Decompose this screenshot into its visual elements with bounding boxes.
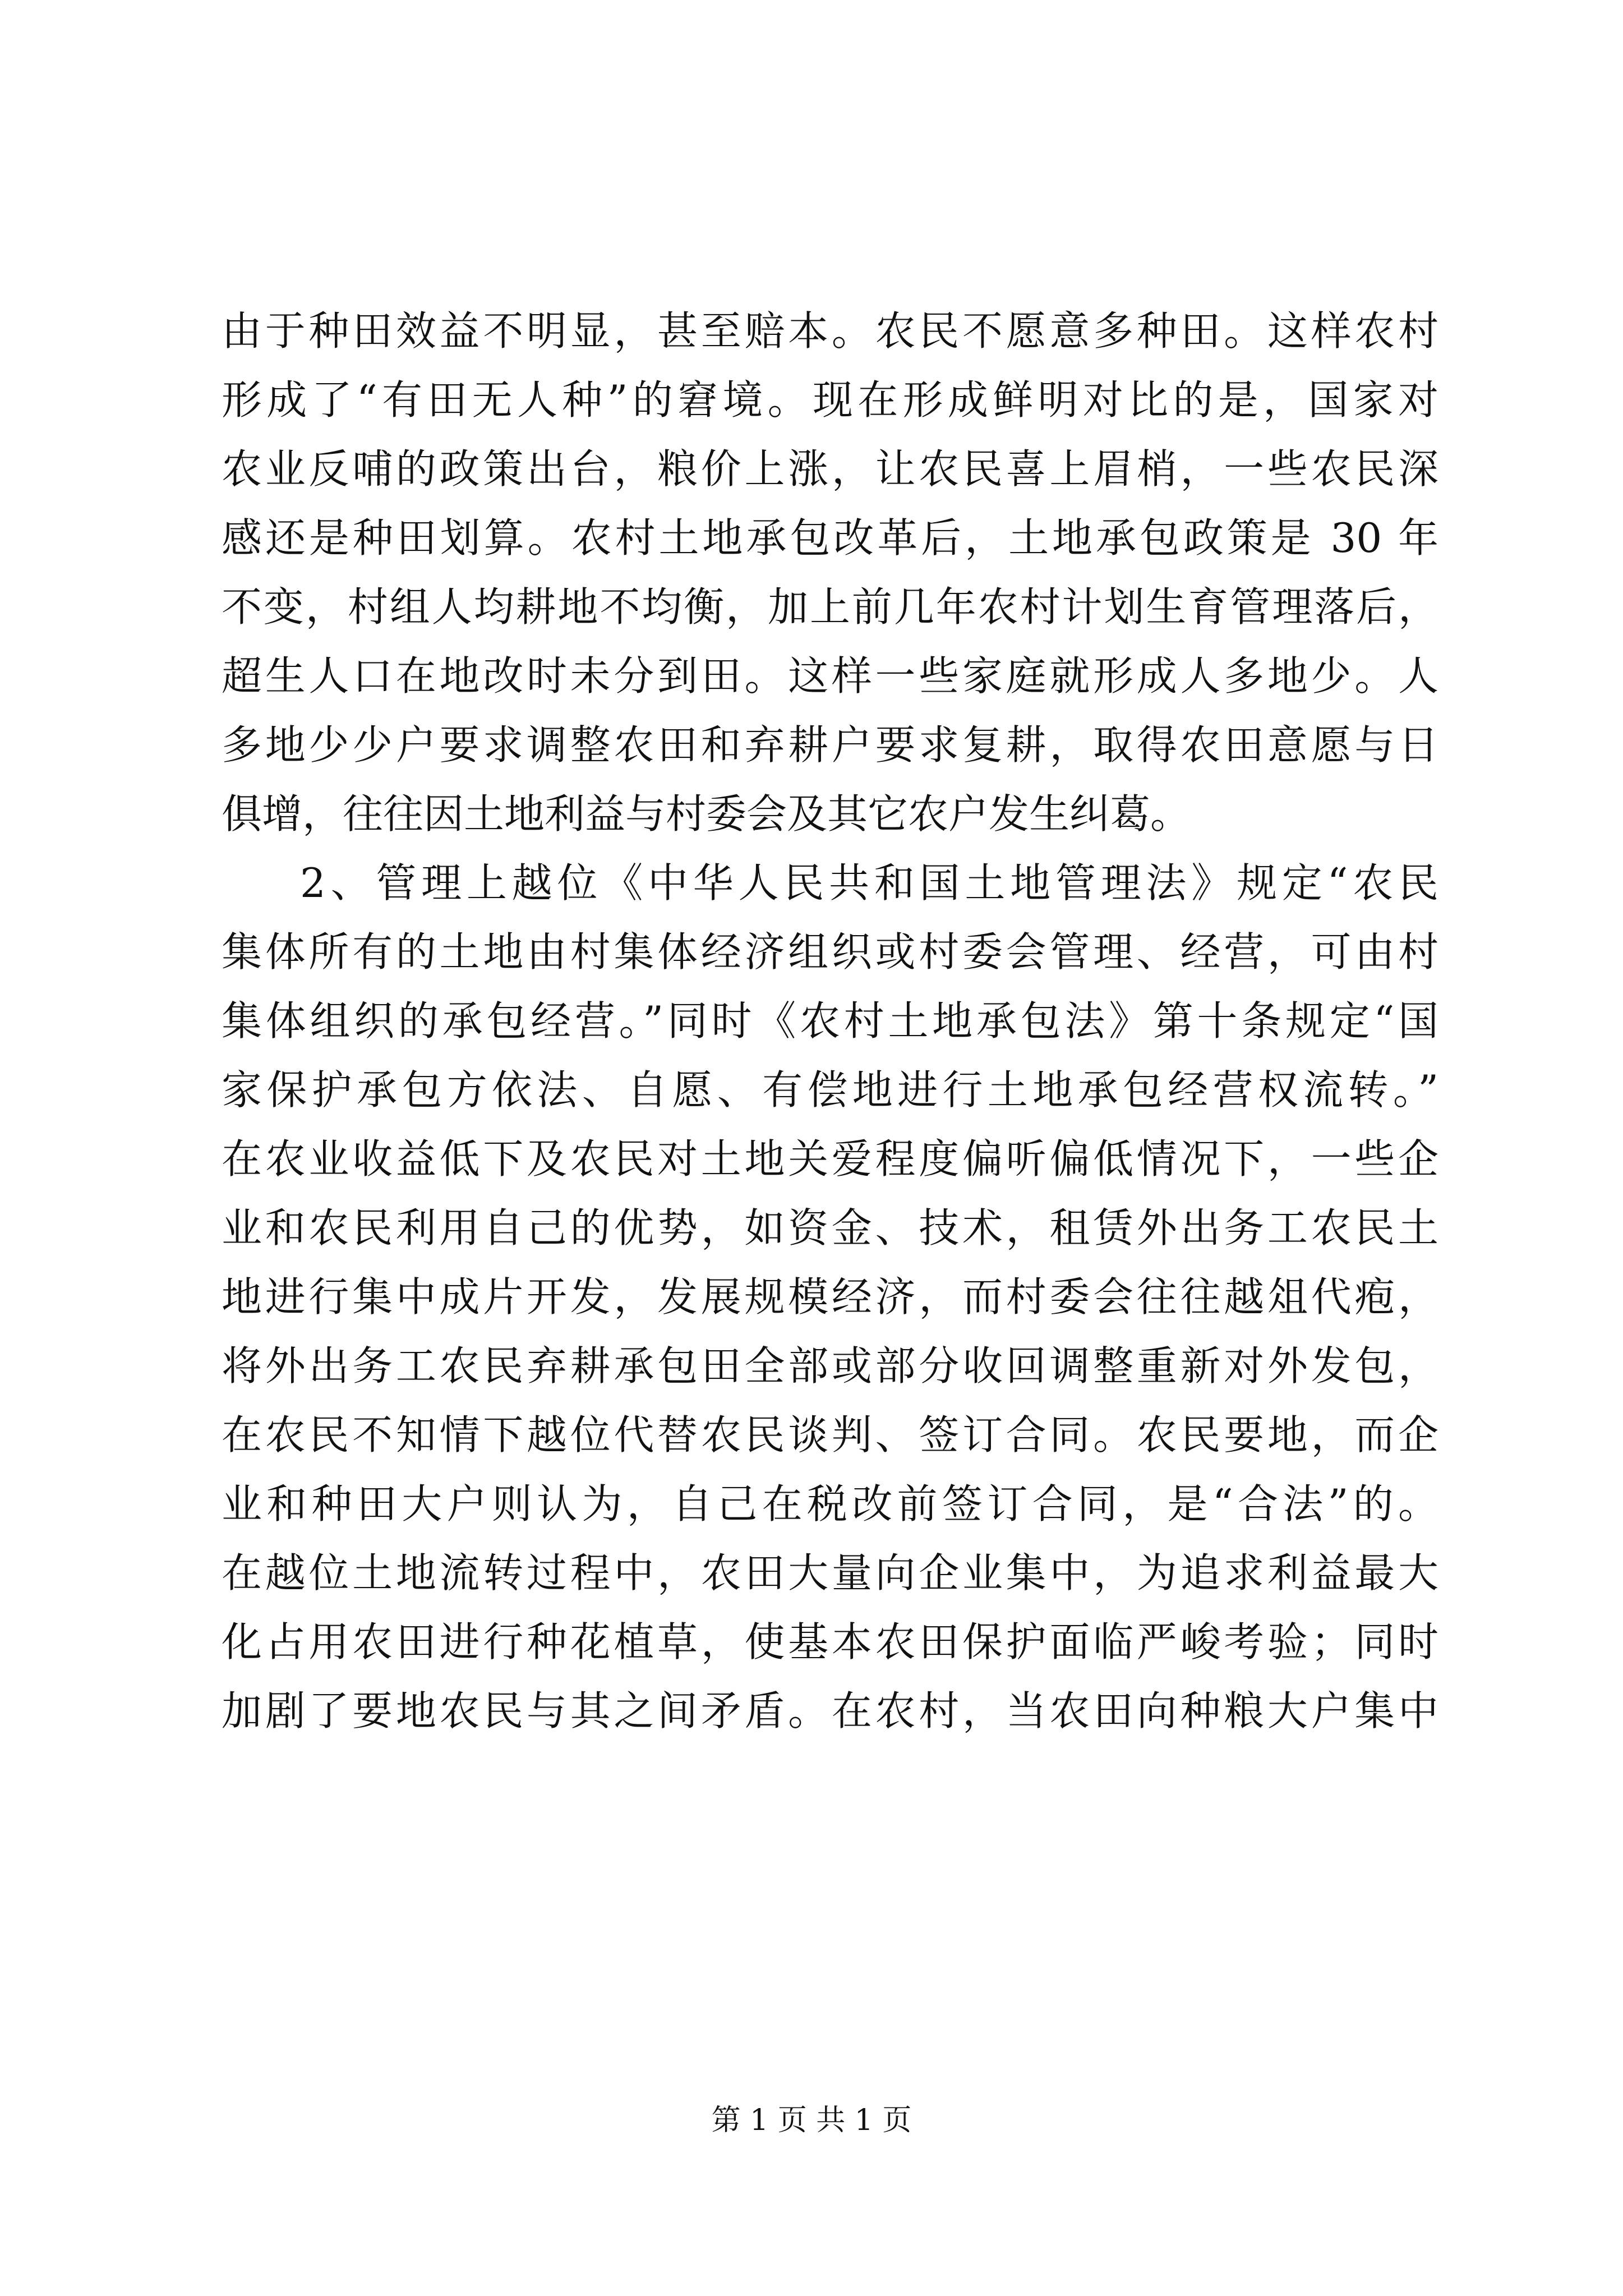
text-line: 化占用农田进行种花植草，使基本农田保护面临严峻考验；同时 <box>222 1618 1438 1665</box>
text-line: 俱增，往往因土地利益与村委会及其它农户发生纠葛。 <box>222 790 1191 838</box>
text-line: 业和农民利用自己的优势，如资金、技术，租赁外出务工农民土 <box>222 1204 1438 1251</box>
text-line: 形成了“有田无人种”的窘境。现在形成鲜明对比的是，国家对 <box>222 376 1438 424</box>
text-line: 由于种田效益不明显，甚至赔本。农民不愿意多种田。这样农村 <box>222 307 1438 355</box>
text-line: 业和种田大户则认为，自己在税改前签订合同，是“合法”的。 <box>222 1480 1438 1527</box>
text-line: 集体组织的承包经营。”同时《农村土地承包法》第十条规定“国 <box>222 997 1438 1045</box>
text-line: 在越位土地流转过程中，农田大量向企业集中，为追求利益最大 <box>222 1549 1438 1596</box>
page-number-footer: 第 1 页 共 1 页 <box>711 2104 912 2137</box>
text-line: 家保护承包方依法、自愿、有偿地进行土地承包经营权流转。” <box>222 1066 1438 1114</box>
text-line: 将外出务工农民弃耕承包田全部或部分收回调整重新对外发包， <box>222 1342 1438 1389</box>
text-line: 地进行集中成片开发，发展规模经济，而村委会往往越俎代疱， <box>222 1273 1438 1320</box>
text-line: 加剧了要地农民与其之间矛盾。在农村，当农田向种粮大户集中 <box>222 1687 1438 1734</box>
text-line: 农业反哺的政策出台，粮价上涨，让农民喜上眉梢，一些农民深 <box>222 445 1438 493</box>
text-line: 在农业收益低下及农民对土地关爱程度偏听偏低情况下，一些企 <box>222 1135 1438 1182</box>
paragraph-start-line: 2、管理上越位《中华人民共和国土地管理法》规定“农民 <box>300 859 1438 907</box>
text-line: 在农民不知情下越位代替农民谈判、签订合同。农民要地，而企 <box>222 1411 1438 1458</box>
text-line: 不变，村组人均耕地不均衡，加上前几年农村计划生育管理落后， <box>222 583 1438 631</box>
text-line: 超生人口在地改时未分到田。这样一些家庭就形成人多地少。人 <box>222 652 1438 700</box>
text-line: 多地少少户要求调整农田和弃耕户要求复耕，取得农田意愿与日 <box>222 721 1438 769</box>
text-line: 感还是种田划算。农村土地承包改革后，土地承包政策是 30 年 <box>222 514 1438 562</box>
text-line: 集体所有的土地由村集体经济组织或村委会管理、经营，可由村 <box>222 928 1438 976</box>
